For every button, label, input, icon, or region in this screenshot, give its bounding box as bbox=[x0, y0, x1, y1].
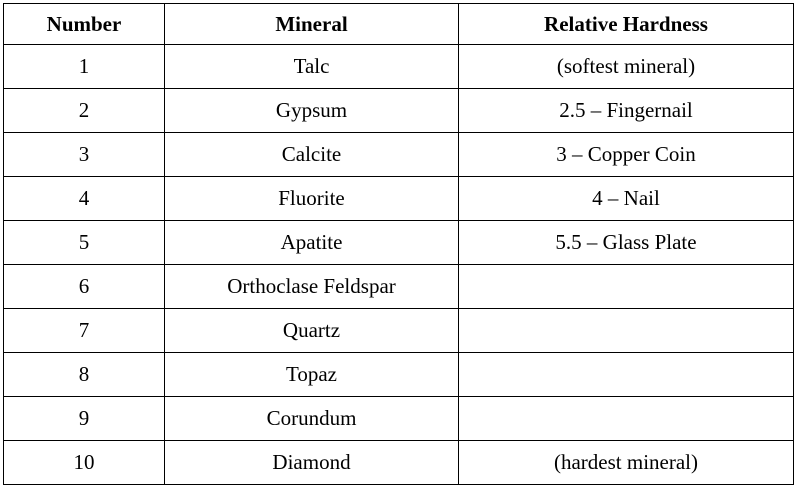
cell-number: 4 bbox=[4, 177, 165, 221]
cell-hardness: 2.5 – Fingernail bbox=[459, 89, 794, 133]
cell-number: 9 bbox=[4, 397, 165, 441]
cell-number: 3 bbox=[4, 133, 165, 177]
cell-hardness bbox=[459, 397, 794, 441]
cell-hardness: (softest mineral) bbox=[459, 45, 794, 89]
cell-mineral: Orthoclase Feldspar bbox=[165, 265, 459, 309]
cell-mineral: Calcite bbox=[165, 133, 459, 177]
table-row bbox=[4, 221, 794, 265]
cell-hardness: 3 – Copper Coin bbox=[459, 133, 794, 177]
cell-number: 6 bbox=[4, 265, 165, 309]
cell-mineral: Fluorite bbox=[165, 177, 459, 221]
cell-mineral: Gypsum bbox=[165, 89, 459, 133]
cell-mineral: Corundum bbox=[165, 397, 459, 441]
cell-number: 7 bbox=[4, 309, 165, 353]
cell-hardness bbox=[459, 265, 794, 309]
cell-number: 1 bbox=[4, 45, 165, 89]
cell-hardness: 4 – Nail bbox=[459, 177, 794, 221]
mineral-hardness-table bbox=[3, 3, 794, 485]
cell-hardness: 5.5 – Glass Plate bbox=[459, 221, 794, 265]
cell-number: 10 bbox=[4, 441, 165, 485]
header-number: Number bbox=[4, 4, 165, 45]
cell-mineral: Apatite bbox=[165, 221, 459, 265]
header-row bbox=[4, 4, 794, 45]
cell-number: 2 bbox=[4, 89, 165, 133]
table-row bbox=[4, 265, 794, 309]
header-relative-hardness: Relative Hardness bbox=[459, 4, 794, 45]
cell-mineral: Topaz bbox=[165, 353, 459, 397]
cell-number: 8 bbox=[4, 353, 165, 397]
table-row bbox=[4, 397, 794, 441]
table-row bbox=[4, 309, 794, 353]
header-mineral: Mineral bbox=[165, 4, 459, 45]
table-row bbox=[4, 45, 794, 89]
cell-hardness bbox=[459, 309, 794, 353]
cell-number: 5 bbox=[4, 221, 165, 265]
table-row bbox=[4, 89, 794, 133]
table-row bbox=[4, 441, 794, 485]
cell-hardness bbox=[459, 353, 794, 397]
cell-mineral: Diamond bbox=[165, 441, 459, 485]
cell-mineral: Talc bbox=[165, 45, 459, 89]
table-row bbox=[4, 133, 794, 177]
table-row bbox=[4, 177, 794, 221]
cell-mineral: Quartz bbox=[165, 309, 459, 353]
cell-hardness: (hardest mineral) bbox=[459, 441, 794, 485]
table-row bbox=[4, 353, 794, 397]
